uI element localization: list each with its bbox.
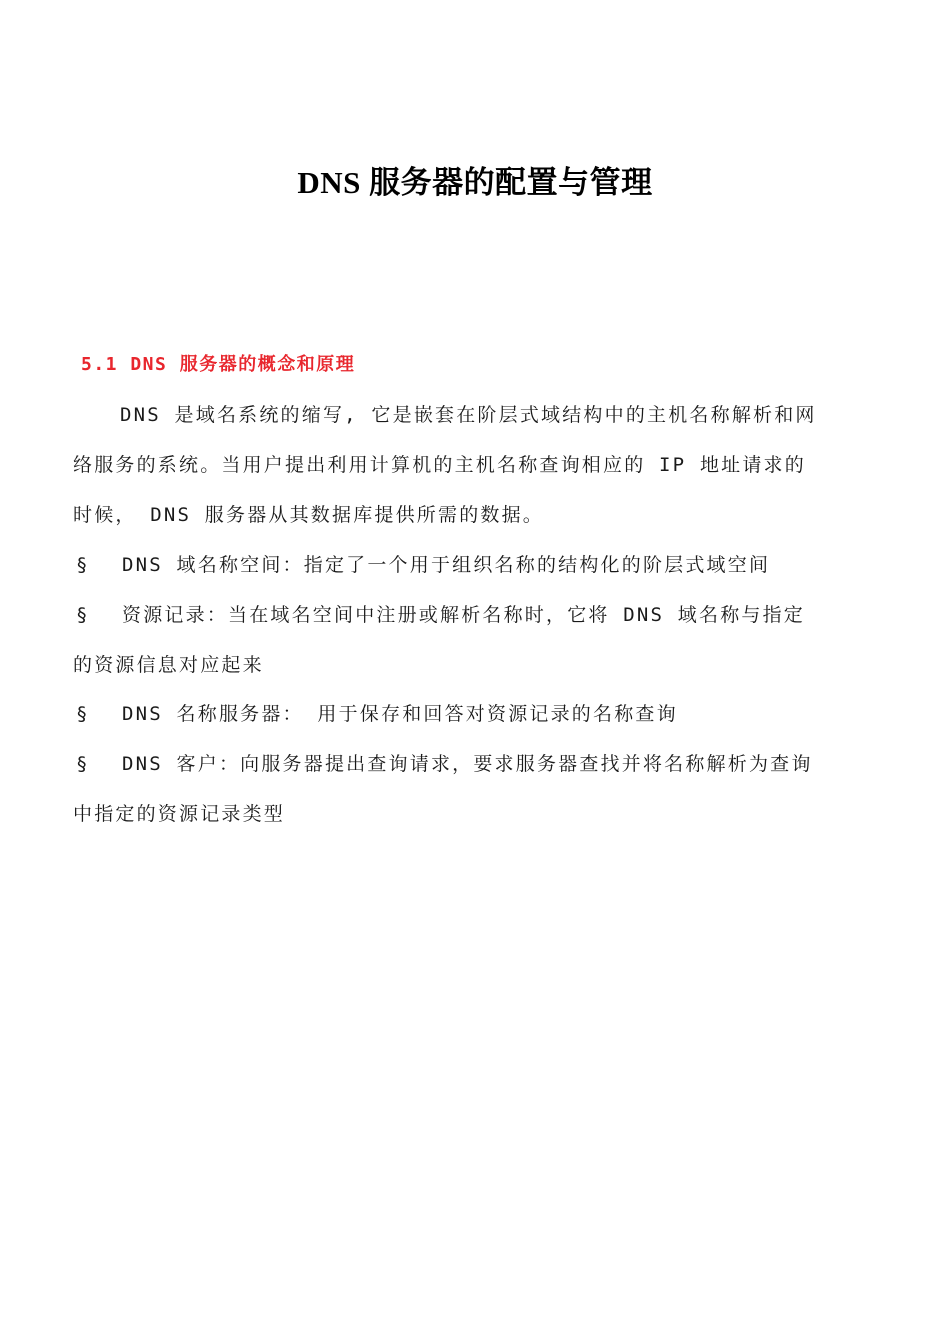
bullet-symbol: § (76, 703, 90, 725)
bullet-item-dns-client (76, 749, 813, 776)
section-heading: 5.1 DNS 服务器的概念和原理 (81, 354, 356, 375)
bullet-symbol: § (76, 753, 90, 775)
bullet-text: 资源记录：当在域名空间中注册或解析名称时，它将 DNS 域名称与指定 (122, 604, 805, 626)
bullet-text: DNS 名称服务器： 用于保存和回答对资源记录的名称查询 (122, 703, 678, 725)
bullet-symbol: § (76, 604, 90, 626)
bullet-text: DNS 域名称空间：指定了一个用于组织名称的结构化的阶层式域空间 (122, 554, 771, 576)
intro-line-1: DNS 是域名系统的缩写, 它是嵌套在阶层式域结构中的主机名称解析和网 (120, 404, 817, 426)
bullet-item-namespace (76, 550, 770, 577)
bullet-item-name-servers (76, 699, 678, 726)
bullet-continuation: 中指定的资源记录类型 (73, 803, 286, 825)
bullet-continuation: 的资源信息对应起来 (73, 654, 264, 676)
intro-line-3: 时候， DNS 服务器从其数据库提供所需的数据。 (73, 504, 544, 526)
bullet-text: DNS 客户：向服务器提出查询请求，要求服务器查找并将名称解析为查询 (122, 753, 813, 775)
bullet-item-resource-records (76, 600, 805, 627)
bullet-symbol: § (76, 554, 90, 576)
intro-line-2: 络服务的系统。当用户提出利用计算机的主机名称查询相应的 IP 地址请求的 (73, 454, 806, 476)
document-title: DNS 服务器的配置与管理 (297, 165, 653, 200)
